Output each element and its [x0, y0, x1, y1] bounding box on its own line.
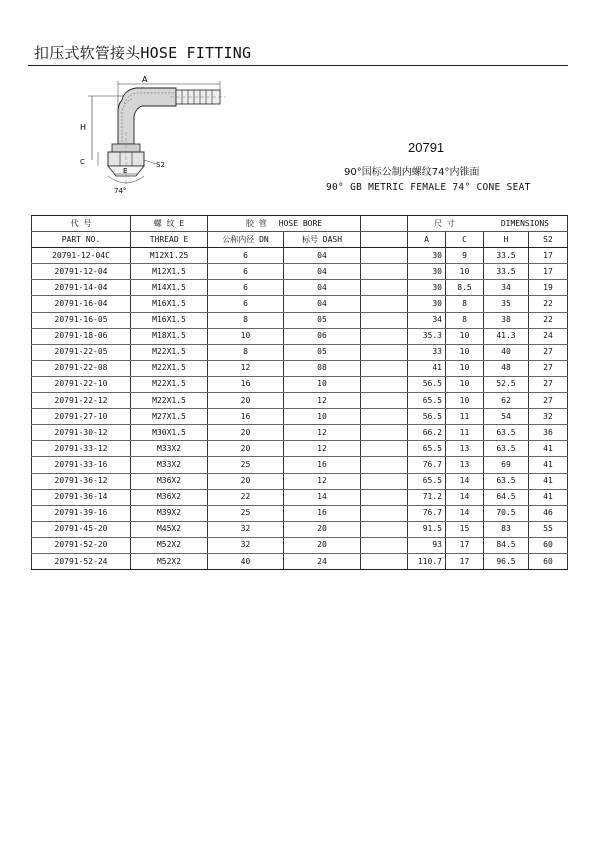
spacer-cell	[361, 344, 408, 360]
thread-cell: M36X2	[131, 473, 208, 489]
part-number-cell: 20791-22-12	[32, 393, 131, 409]
dn-cell: 32	[208, 537, 284, 553]
part-number-cell: 20791-18-06	[32, 328, 131, 344]
dim-c-cell: 11	[446, 425, 484, 441]
header-part-en: PART NO.	[32, 232, 131, 248]
dn-cell: 20	[208, 441, 284, 457]
part-number-cell: 20791-27-10	[32, 409, 131, 425]
dim-s2-cell: 32	[529, 409, 568, 425]
thread-cell: M22X1.5	[131, 376, 208, 392]
table-row	[32, 473, 568, 489]
dim-h-cell: 69	[484, 457, 529, 473]
page-title: 扣压式软管接头HOSE FITTING	[34, 44, 252, 62]
dim-c-cell: 10	[446, 344, 484, 360]
dim-a-cell: 65.5	[408, 473, 446, 489]
dim-c-cell: 13	[446, 441, 484, 457]
header-hose	[208, 216, 361, 232]
header-dimensions	[408, 216, 568, 232]
dash-cell: 10	[284, 376, 361, 392]
dim-h-cell: 48	[484, 360, 529, 376]
spacer-cell	[361, 521, 408, 537]
dim-a-cell: 93	[408, 537, 446, 553]
dn-cell: 16	[208, 376, 284, 392]
dn-cell: 20	[208, 473, 284, 489]
dim-a-cell: 30	[408, 296, 446, 312]
dn-cell: 12	[208, 360, 284, 376]
dim-h-cell: 34	[484, 280, 529, 296]
part-number-cell: 20791-22-08	[32, 360, 131, 376]
part-number-cell: 20791-16-05	[32, 312, 131, 328]
dim-a-cell: 66.2	[408, 425, 446, 441]
header-part-cn: 代 号	[32, 216, 131, 232]
table-row	[32, 441, 568, 457]
spacer-cell	[361, 473, 408, 489]
part-number-cell: 20791-45-20	[32, 521, 131, 537]
dim-a-cell: 65.5	[408, 441, 446, 457]
dim-h-cell: 63.5	[484, 473, 529, 489]
dn-cell: 6	[208, 248, 284, 264]
thread-cell: M22X1.5	[131, 393, 208, 409]
thread-cell: M33X2	[131, 441, 208, 457]
dash-cell: 20	[284, 537, 361, 553]
header-dims-en: DIMENSIONS	[500, 218, 549, 228]
dash-cell: 06	[284, 328, 361, 344]
dim-c-cell: 9	[446, 248, 484, 264]
header-dims-cn: 尺 寸	[434, 218, 455, 228]
thread-cell: M14X1.5	[131, 280, 208, 296]
dn-cell: 40	[208, 553, 284, 569]
dim-s2-cell: 22	[529, 296, 568, 312]
dim-c-cell: 10	[446, 328, 484, 344]
part-number-cell: 20791-22-10	[32, 376, 131, 392]
table-row	[32, 296, 568, 312]
dim-c-cell: 11	[446, 409, 484, 425]
dim-a-cell: 71.2	[408, 489, 446, 505]
dash-cell: 12	[284, 425, 361, 441]
part-number-cell: 20791-12-04C	[32, 248, 131, 264]
spec-table	[31, 215, 568, 570]
dim-c-cell: 8	[446, 312, 484, 328]
dash-cell: 10	[284, 409, 361, 425]
thread-cell: M30X1.5	[131, 425, 208, 441]
part-number-cell: 20791-36-12	[32, 473, 131, 489]
dash-cell: 04	[284, 264, 361, 280]
header-h: H	[484, 232, 529, 248]
header-spacer-2	[361, 232, 408, 248]
table-header-row-1	[32, 216, 568, 232]
dim-s2-cell: 41	[529, 489, 568, 505]
dim-h-cell: 35	[484, 296, 529, 312]
dim-s2-cell: 55	[529, 521, 568, 537]
dim-c-cell: 17	[446, 537, 484, 553]
table-row	[32, 425, 568, 441]
dim-s2-cell: 27	[529, 344, 568, 360]
dim-a-cell: 30	[408, 264, 446, 280]
dim-label-a: A	[142, 75, 148, 84]
dn-cell: 6	[208, 280, 284, 296]
table-row	[32, 328, 568, 344]
dim-label-h: H	[80, 123, 87, 132]
dim-h-cell: 33.5	[484, 264, 529, 280]
spacer-cell	[361, 296, 408, 312]
dim-s2-cell: 60	[529, 537, 568, 553]
dim-c-cell: 14	[446, 473, 484, 489]
dash-cell: 05	[284, 312, 361, 328]
header-s2: S2	[529, 232, 568, 248]
dim-s2-cell: 17	[529, 264, 568, 280]
dim-c-cell: 10	[446, 264, 484, 280]
header-thread-cn: 螺 纹 E	[131, 216, 208, 232]
dim-h-cell: 96.5	[484, 553, 529, 569]
dim-a-cell: 41	[408, 360, 446, 376]
thread-cell: M36X2	[131, 489, 208, 505]
title-divider	[28, 65, 568, 66]
header-hose-cn: 胶 管	[245, 218, 267, 228]
dim-c-cell: 10	[446, 360, 484, 376]
header-a: A	[408, 232, 446, 248]
dim-h-cell: 40	[484, 344, 529, 360]
dim-s2-cell: 24	[529, 328, 568, 344]
spacer-cell	[361, 280, 408, 296]
table-row	[32, 505, 568, 521]
dim-s2-cell: 41	[529, 457, 568, 473]
spacer-cell	[361, 441, 408, 457]
header-dash: 标号 DASH	[284, 232, 361, 248]
header-spacer	[361, 216, 408, 232]
table-row	[32, 537, 568, 553]
dn-cell: 6	[208, 264, 284, 280]
dash-cell: 16	[284, 457, 361, 473]
dim-s2-cell: 27	[529, 376, 568, 392]
dim-label-angle: 74°	[114, 187, 127, 195]
thread-cell: M16X1.5	[131, 296, 208, 312]
dim-c-cell: 14	[446, 505, 484, 521]
thread-cell: M52X2	[131, 553, 208, 569]
thread-cell: M18X1.5	[131, 328, 208, 344]
dim-a-cell: 76.7	[408, 505, 446, 521]
table-row	[32, 393, 568, 409]
dash-cell: 05	[284, 344, 361, 360]
table-row	[32, 409, 568, 425]
spacer-cell	[361, 360, 408, 376]
product-description-en: 90° GB METRIC FEMALE 74° CONE SEAT	[326, 182, 531, 193]
dim-label-c: C	[80, 158, 85, 166]
dn-cell: 16	[208, 409, 284, 425]
thread-cell: M33X2	[131, 457, 208, 473]
dim-s2-cell: 17	[529, 248, 568, 264]
fitting-drawing	[70, 72, 230, 200]
spacer-cell	[361, 376, 408, 392]
dash-cell: 04	[284, 248, 361, 264]
dim-s2-cell: 41	[529, 473, 568, 489]
dim-a-cell: 30	[408, 280, 446, 296]
dim-c-cell: 15	[446, 521, 484, 537]
table-header-row-2	[32, 232, 568, 248]
thread-cell: M12X1.25	[131, 248, 208, 264]
dim-h-cell: 70.5	[484, 505, 529, 521]
dim-a-cell: 110.7	[408, 553, 446, 569]
dash-cell: 12	[284, 393, 361, 409]
part-number-cell: 20791-22-05	[32, 344, 131, 360]
spacer-cell	[361, 409, 408, 425]
header-hose-en: HOSE BORE	[278, 218, 323, 228]
dn-cell: 20	[208, 393, 284, 409]
dim-h-cell: 64.5	[484, 489, 529, 505]
thread-cell: M39X2	[131, 505, 208, 521]
table-row	[32, 457, 568, 473]
dim-h-cell: 38	[484, 312, 529, 328]
dim-a-cell: 35.3	[408, 328, 446, 344]
dim-s2-cell: 36	[529, 425, 568, 441]
dash-cell: 24	[284, 553, 361, 569]
dim-a-cell: 56.5	[408, 409, 446, 425]
thread-cell: M27X1.5	[131, 409, 208, 425]
thread-cell: M45X2	[131, 521, 208, 537]
dim-label-s2: S2	[156, 161, 165, 169]
dim-s2-cell: 46	[529, 505, 568, 521]
dash-cell: 08	[284, 360, 361, 376]
thread-cell: M22X1.5	[131, 360, 208, 376]
dn-cell: 8	[208, 344, 284, 360]
part-number-cell: 20791-16-04	[32, 296, 131, 312]
dn-cell: 25	[208, 505, 284, 521]
dim-h-cell: 63.5	[484, 425, 529, 441]
dim-a-cell: 76.7	[408, 457, 446, 473]
dim-h-cell: 62	[484, 393, 529, 409]
part-number-cell: 20791-39-16	[32, 505, 131, 521]
dim-c-cell: 13	[446, 457, 484, 473]
dim-c-cell: 8	[446, 296, 484, 312]
dim-h-cell: 63.5	[484, 441, 529, 457]
table-row	[32, 553, 568, 569]
dim-s2-cell: 41	[529, 441, 568, 457]
dim-label-e: E	[123, 167, 128, 175]
dim-a-cell: 91.5	[408, 521, 446, 537]
spec-table-body	[32, 248, 568, 570]
dn-cell: 6	[208, 296, 284, 312]
table-row	[32, 280, 568, 296]
spacer-cell	[361, 505, 408, 521]
spacer-cell	[361, 537, 408, 553]
dim-s2-cell: 27	[529, 360, 568, 376]
dim-a-cell: 56.5	[408, 376, 446, 392]
header-thread-en: THREAD E	[131, 232, 208, 248]
product-description-cn: 90°国标公制内螺纹74°内锥面	[344, 167, 480, 178]
part-number-cell: 20791-33-16	[32, 457, 131, 473]
header-c: C	[446, 232, 484, 248]
spacer-cell	[361, 264, 408, 280]
part-number-cell: 20791-52-20	[32, 537, 131, 553]
thread-cell: M52X2	[131, 537, 208, 553]
dash-cell: 04	[284, 280, 361, 296]
thread-cell: M16X1.5	[131, 312, 208, 328]
thread-cell: M12X1.5	[131, 264, 208, 280]
dim-h-cell: 33.5	[484, 248, 529, 264]
table-row	[32, 344, 568, 360]
dn-cell: 10	[208, 328, 284, 344]
spacer-cell	[361, 489, 408, 505]
dash-cell: 20	[284, 521, 361, 537]
part-number-cell: 20791-33-12	[32, 441, 131, 457]
dim-a-cell: 34	[408, 312, 446, 328]
table-row	[32, 360, 568, 376]
dim-h-cell: 52.5	[484, 376, 529, 392]
table-row	[32, 248, 568, 264]
table-row	[32, 376, 568, 392]
dn-cell: 22	[208, 489, 284, 505]
dim-s2-cell: 27	[529, 393, 568, 409]
dash-cell: 04	[284, 296, 361, 312]
dim-s2-cell: 19	[529, 280, 568, 296]
dim-h-cell: 41.3	[484, 328, 529, 344]
spacer-cell	[361, 248, 408, 264]
dim-c-cell: 14	[446, 489, 484, 505]
dim-c-cell: 10	[446, 376, 484, 392]
dash-cell: 12	[284, 473, 361, 489]
dim-h-cell: 54	[484, 409, 529, 425]
dn-cell: 8	[208, 312, 284, 328]
spacer-cell	[361, 457, 408, 473]
spacer-cell	[361, 393, 408, 409]
table-row	[32, 489, 568, 505]
dim-a-cell: 65.5	[408, 393, 446, 409]
dim-a-cell: 30	[408, 248, 446, 264]
dim-s2-cell: 22	[529, 312, 568, 328]
part-number-cell: 20791-52-24	[32, 553, 131, 569]
dim-c-cell: 8.5	[446, 280, 484, 296]
dim-h-cell: 83	[484, 521, 529, 537]
dim-h-cell: 84.5	[484, 537, 529, 553]
dim-a-cell: 33	[408, 344, 446, 360]
thread-cell: M22X1.5	[131, 344, 208, 360]
dn-cell: 25	[208, 457, 284, 473]
part-number-cell: 20791-36-14	[32, 489, 131, 505]
dash-cell: 12	[284, 441, 361, 457]
table-row	[32, 312, 568, 328]
dim-c-cell: 17	[446, 553, 484, 569]
product-model-number: 20791	[408, 140, 445, 155]
dim-c-cell: 10	[446, 393, 484, 409]
dash-cell: 14	[284, 489, 361, 505]
dash-cell: 16	[284, 505, 361, 521]
dn-cell: 32	[208, 521, 284, 537]
part-number-cell: 20791-12-04	[32, 264, 131, 280]
spacer-cell	[361, 328, 408, 344]
dim-s2-cell: 60	[529, 553, 568, 569]
spacer-cell	[361, 553, 408, 569]
table-row	[32, 264, 568, 280]
spacer-cell	[361, 425, 408, 441]
header-dn: 公称内径 DN	[208, 232, 284, 248]
dn-cell: 20	[208, 425, 284, 441]
part-number-cell: 20791-30-12	[32, 425, 131, 441]
part-number-cell: 20791-14-04	[32, 280, 131, 296]
table-row	[32, 521, 568, 537]
spacer-cell	[361, 312, 408, 328]
